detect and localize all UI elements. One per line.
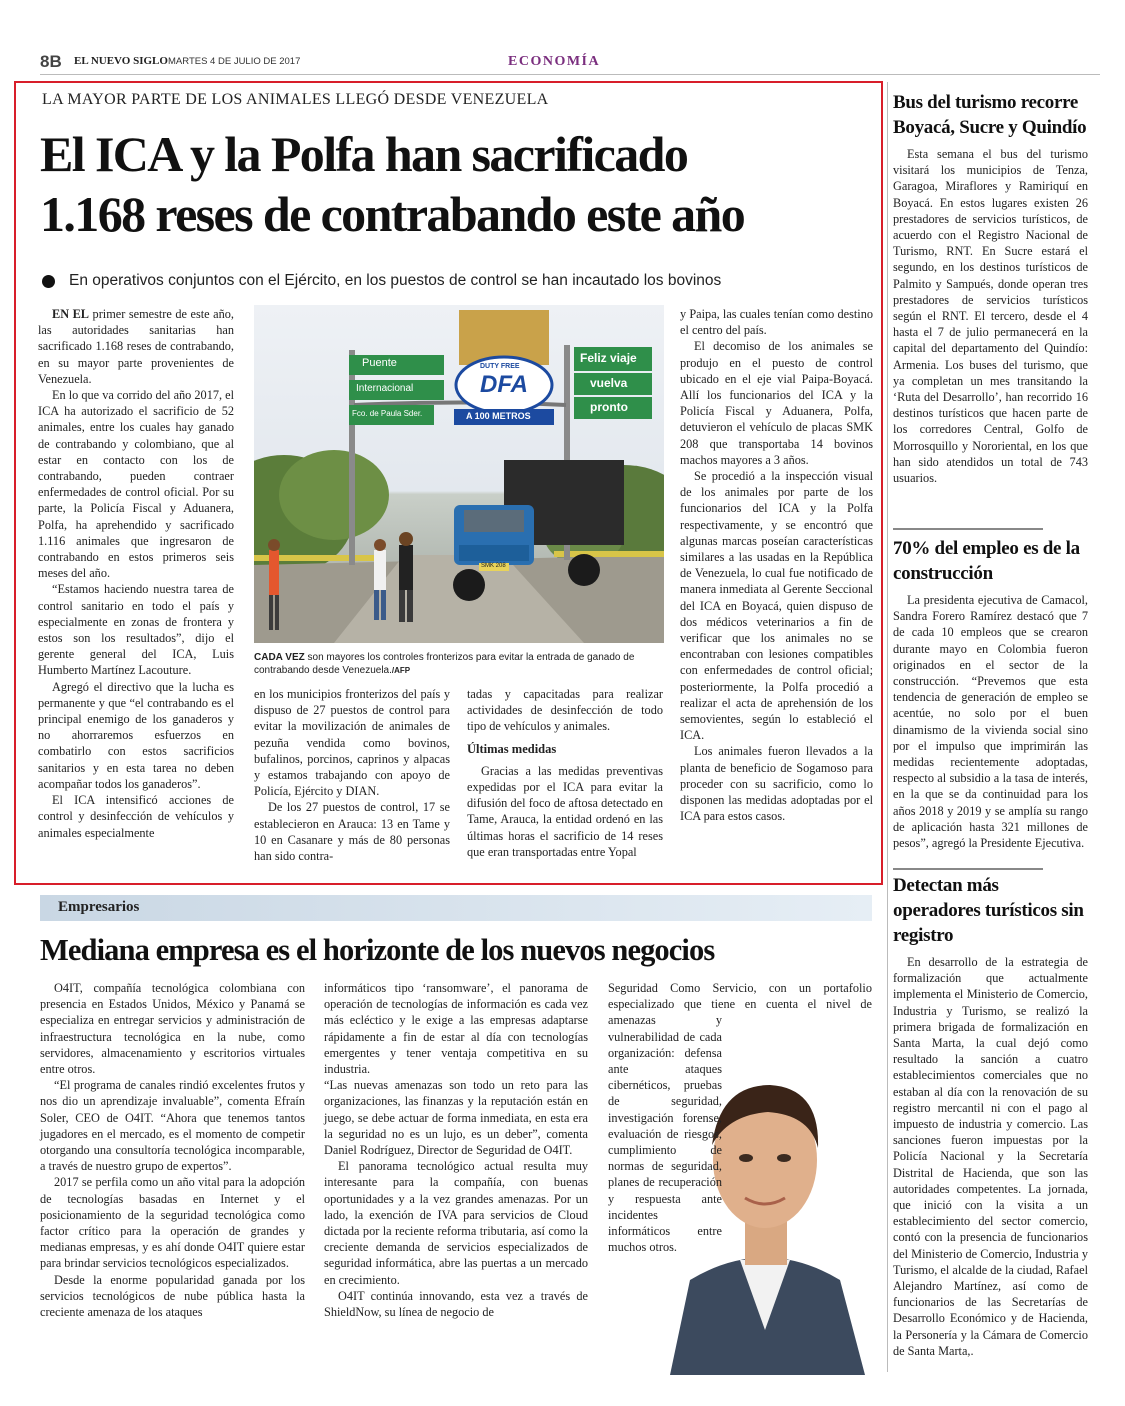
section-tag-bar — [40, 895, 872, 921]
paragraph: Se procedió a la inspección visual de los animales por parte de los funcionarios del ICA y la Polfa respectivamente, y se encontró que algunas marcas poseían características similares a las usadas en la República de Venezuela, lo cual fue notificado de manera inmediata al Gerente Seccional del ICA en Boyacá, quien dispuso de dos médicos veterinarios a fin de verificar que los animales no se encontraban con lesiones compatibles con enfermedades de control oficial; posteriormente, la Polfa procedió a realizar el acta de aprehensión de los semovientes, según lo estableció el ICA. — [680, 469, 873, 743]
paragraph: De los 27 puestos de control, 17 se establecieron en Arauca: 13 en Tame y 10 en Casanare y más de 80 personas han sido contra- — [254, 800, 450, 864]
sidebar-story-1 — [893, 90, 1088, 486]
divider — [893, 528, 1043, 530]
sign-feliz: Feliz viaje — [580, 351, 637, 365]
sign-fco: Fco. de Paula Sder. — [352, 409, 423, 418]
sign-dfa: DFA — [480, 371, 528, 398]
sign-internacional: Internacional — [356, 383, 414, 394]
paragraph: En lo que va corrido del año 2017, el ICA ha autorizado el sacrificio de 52 animales, entre los cuales hay ganado de contrabando y colombiano, que al estar en contacto con los de contrabando, pueden contraer enfermedades de control oficial. Por su parte, la Policía Fiscal y Aduanera, Polfa, ha aprehendido y sacrificado 1.116 animales que ingresaron de contrabando en estos primeros seis meses del año. — [38, 388, 235, 581]
headline-line-2: 1.168 reses de contrabando este año — [40, 186, 745, 242]
subhead: Últimas medidas — [467, 741, 557, 756]
kicker: LA MAYOR PARTE DE LOS ANIMALES LLEGÓ DESDE VENEZUELA — [42, 91, 549, 108]
section-name: ECONOMÍA — [508, 54, 601, 69]
second-col-1 — [40, 980, 305, 1320]
sign-puente: Puente — [362, 357, 397, 369]
masthead-rule — [40, 74, 1100, 75]
headline-line-1: El ICA y la Polfa han sacrificado — [40, 126, 688, 182]
sign-metros: A 100 METROS — [466, 411, 531, 421]
sidebar-text: Esta semana el bus del turismo visitará los municipios de Tenza, Garagoa, Miraflores y Ramiriquí en Boyacá. En estos lugares existen 26 prestadores de servicios turísticos, de acuerdo con el Registro Nacional de Turismo, RNT. En Sucre estará el segundo, en los destinos turísticos de Palmito y Sampués, donde operan tres prestadores de servicios turísticos según el RNT. El tercero, desde el 4 hasta el 7 de julio permanecerá en la capital del departamento del Quindío: Armenia. Los buses del turismo, que ya completan un mes transitando la ‘Ruta del Desarrollo’, han recorrido 16 destinos turísticos que hacen parte de los corredores Central, Golfo de Morrosquillo y Nororiental, en los que han sido atendidos un total de 743 usuarios. — [893, 147, 1088, 486]
sign-duty-free: DUTY FREE — [480, 363, 520, 370]
sidebar-text: La presidenta ejecutiva de Camacol, Sandra Forero Ramírez destacó que 7 de cada 10 empleos que se crearon durante mayo en Colombia fueron originados en el sector de la construcción. “Prevemos que esta tendencia de generación de empleo se acentúe, no solo por el buen dinamismo de la vivienda social sino por el impulso que imprimirán las medidas recientemente adoptadas, respecto al subsidio a la tasa de interés, en la que se da continuidad para los años 2018 y 2019 y se amplía su rango de aplicación hasta 321 millones de pesos”, agregó la Presidente Ejecutiva. — [893, 593, 1088, 851]
sign-vuelva: vuelva — [590, 376, 628, 390]
main-col-2 — [254, 686, 450, 864]
paragraph: O4IT, compañía tecnológica colombiana con presencia en Estados Unidos, México y Panamá se especializa en entregar servicios y administración de infraestructura tecnológica en la nube, como servidores, almacenamiento y escritorios virtuales entre otros. — [40, 981, 305, 1077]
second-col-3 — [608, 980, 872, 1328]
sidebar-headline: Bus del turismo recorre Boyacá, Sucre y Quindío — [893, 92, 1087, 138]
main-col-3 — [467, 686, 663, 860]
caption-lead: CADA VEZ — [254, 652, 305, 663]
divider — [893, 868, 1043, 870]
bullet-icon — [42, 275, 55, 288]
paragraph: “El programa de canales rindió excelentes frutos y nos dio un aprendizaje invaluable”, comenta Efraín Soler, CEO de O4IT. “Ahora que tenemos tantos jugadores en el mercado, es el momento de competir otorgando una consultoría tecnológica incomparable, a través de nuestro grupo de expertos”. — [40, 1078, 305, 1174]
page-number: 8B — [40, 52, 62, 71]
caption-credit: /AFP — [391, 666, 411, 675]
paragraph: en los municipios fronterizos del país y dispuso de 27 puestos de control para evitar la movilización de animales de pezuña vendida como bovinos, bufalinos, porcinos, caprinos y alpacas y estamos trabajando con apoyo de Policía, Ejército y DIAN. — [254, 687, 450, 799]
paragraph: Gracias a las medidas preventivas expedidas por el ICA para evitar la difusión del foco de aftosa detectado en Tame, Arauca, la entidad ordenó en las últimas horas el sacrificio de 14 reses que eran transportadas entre Yopal — [467, 763, 663, 859]
sidebar-headline: 70% del empleo es de la construcción — [893, 538, 1080, 584]
paragraph: informáticos tipo ‘ransomware’, el panorama de operación de tecnologías de información es cada vez más ecléctico y le exige a las empresas adaptarse rápidamente a fin de estar al día con tecnologías emergentes y tener ventaja competitiva en su industria. — [324, 981, 588, 1077]
paragraph: El panorama tecnológico actual resulta muy interesante para la compañía, con buenas oportunidades y a la vez grandes amenazas. Por un lado, la exención de IVA para servicios de Cloud dictada por la reciente reforma tributaria, así como la creciente demanda de servicios especializados de seguridad informática, abre las puertas a un mercado en crecimiento. — [324, 1159, 588, 1287]
paragraph: Los animales fueron llevados a la planta de beneficio de Sogamoso para proceder con su sacrificio, como lo disponen las medidas adoptadas por el ICA para estos casos. — [680, 744, 873, 824]
paragraph: y Paipa, las cuales tenían como destino el centro del país. — [680, 307, 873, 338]
paragraph: Desde la enorme popularidad ganada por los servicios tecnológicos de nube pública hasta la creciente amenaza de los ataques — [40, 1272, 305, 1320]
paragraph: El ICA intensificó acciones de control y desinfección de vehículos y animales especialmente — [38, 793, 234, 840]
truck-plate: SMK 208 — [481, 563, 506, 569]
paragraph: “Las nuevas amenazas son todo un reto para las organizaciones, las finanzas y la reputación están en juego, se debe actuar de forma inmediata, en esta era la seguridad no es un lujo, es un deber”, comenta Daniel Rodríguez, Director de Seguridad de O4IT. — [324, 1078, 588, 1158]
paragraph: Agregó el directivo que la lucha es permanente y que “el contrabando es el principal enemigo de los ganaderos y no ahorraremos esfuerzos en combatirlo con estos sacrificios sanitarios y en esta tarea no deben acompañar todos los ganaderos”. — [38, 679, 234, 791]
masthead — [40, 50, 1100, 76]
issue-date: MARTES 4 DE JULIO DE 2017 — [168, 56, 301, 67]
main-col-1 — [38, 306, 234, 841]
paragraph: “Estamos haciendo nuestra tarea de control sanitario en todo el país y especialmente en zonas de frontera y estos son los resultados”, dijo el gerente general del ICA, Luis Humberto Martínez Lacouture. — [38, 582, 234, 678]
paper-name: EL NUEVO SIGLO — [74, 55, 168, 67]
sidebar-story-2 — [893, 536, 1088, 851]
second-col-2 — [324, 980, 588, 1320]
deck-text: En operativos conjuntos con el Ejército, en los puestos de control se han incautado los bovinos — [69, 272, 722, 289]
caption-text: son mayores los controles fronterizos para evitar la entrada de ganado de contrabando desde Venezuela. — [254, 652, 635, 676]
sidebar-rule — [887, 82, 888, 1372]
paragraph: O4IT continúa innovando, esta vez a través de ShieldNow, su línea de negocio de — [324, 1288, 588, 1320]
sidebar-story-3 — [893, 873, 1088, 1359]
sidebar-text: En desarrollo de la estrategia de formalización que actualmente implementa el Ministerio de Comercio, Industria y Turismo, se realizó la primera brigada de formalización en Santa Marta, la cual dejó como resultado la sanción a cuatro establecimientos comerciales que no estaban al día con la renovación de su registro mercantil ni con el pago al impuesto de industria y comercio. Las sanciones fueron impuestas por la Policía Nacional y la Secretaría Distrital de Hacienda, que son las autoridades competentes. La jornada, que inició con la visita a un establecimiento del sector comercio, contó con la presencia de funcionarios del Ministerio de Comercio, Industria y Turismo, el alcalde de la ciudad, Rafael Alejandro Martínez, así como de funcionarios de las Secretarías de Desarrollo Económico y de Hacienda, la Personería y la Cámara de Comercio de Santa Marta,. — [893, 955, 1088, 1358]
second-headline: Mediana empresa es el horizonte de los nuevos negocios — [40, 933, 715, 967]
paragraph: primer semestre de este año, las autoridades sanitarias han sacrificado 1.168 reses de contrabando, en su mayor parte provenientes de Venezuela. — [38, 307, 234, 386]
paragraph: 2017 se perfila como un año vital para la adopción de tecnologías basadas en Internet y el posicionamiento de la seguridad tecnológica como factor crítico para la operación de grandes y medianas empresas, y es ahí donde O4IT quiere estar para brindar servicios tecnológicos especializados. — [40, 1175, 305, 1271]
sidebar-headline: Detectan más operadores turísticos sin registro — [893, 875, 1084, 946]
paragraph: Seguridad Como Servicio, con un portafolio especializado que tiene en cuenta el nivel de amenazas y vulnerabilidad de cada organización: defensa ante ataques cibernéticos, pruebas de seguridad, investigación forense, evaluación de riesgos, cumplimiento de normas de seguridad, planes de recuperación y respuesta ante incidentes informáticos entre muchos otros. — [608, 981, 872, 1255]
paragraph: El decomiso de los animales se produjo en el puesto de control ubicado en el eje vial Paipa-Boyacá. Allí los funcionarios del ICA y la Policía Fiscal y Aduanera, Polfa, detuvieron el vehículo de placas SMK 208 que transportaba 14 bovinos machos mayores a 3 años. — [680, 339, 873, 467]
border-crossing-photo — [254, 305, 664, 643]
lead-in: EN EL — [52, 307, 90, 321]
headline — [40, 124, 880, 244]
photo-caption — [254, 651, 662, 677]
sign-pronto: pronto — [590, 400, 628, 414]
section-tag: Empresarios — [58, 899, 140, 915]
paragraph: tadas y capacitadas para realizar actividades de desinfección de todo tipo de vehículos y animales. — [467, 687, 663, 734]
main-col-4 — [680, 306, 873, 825]
